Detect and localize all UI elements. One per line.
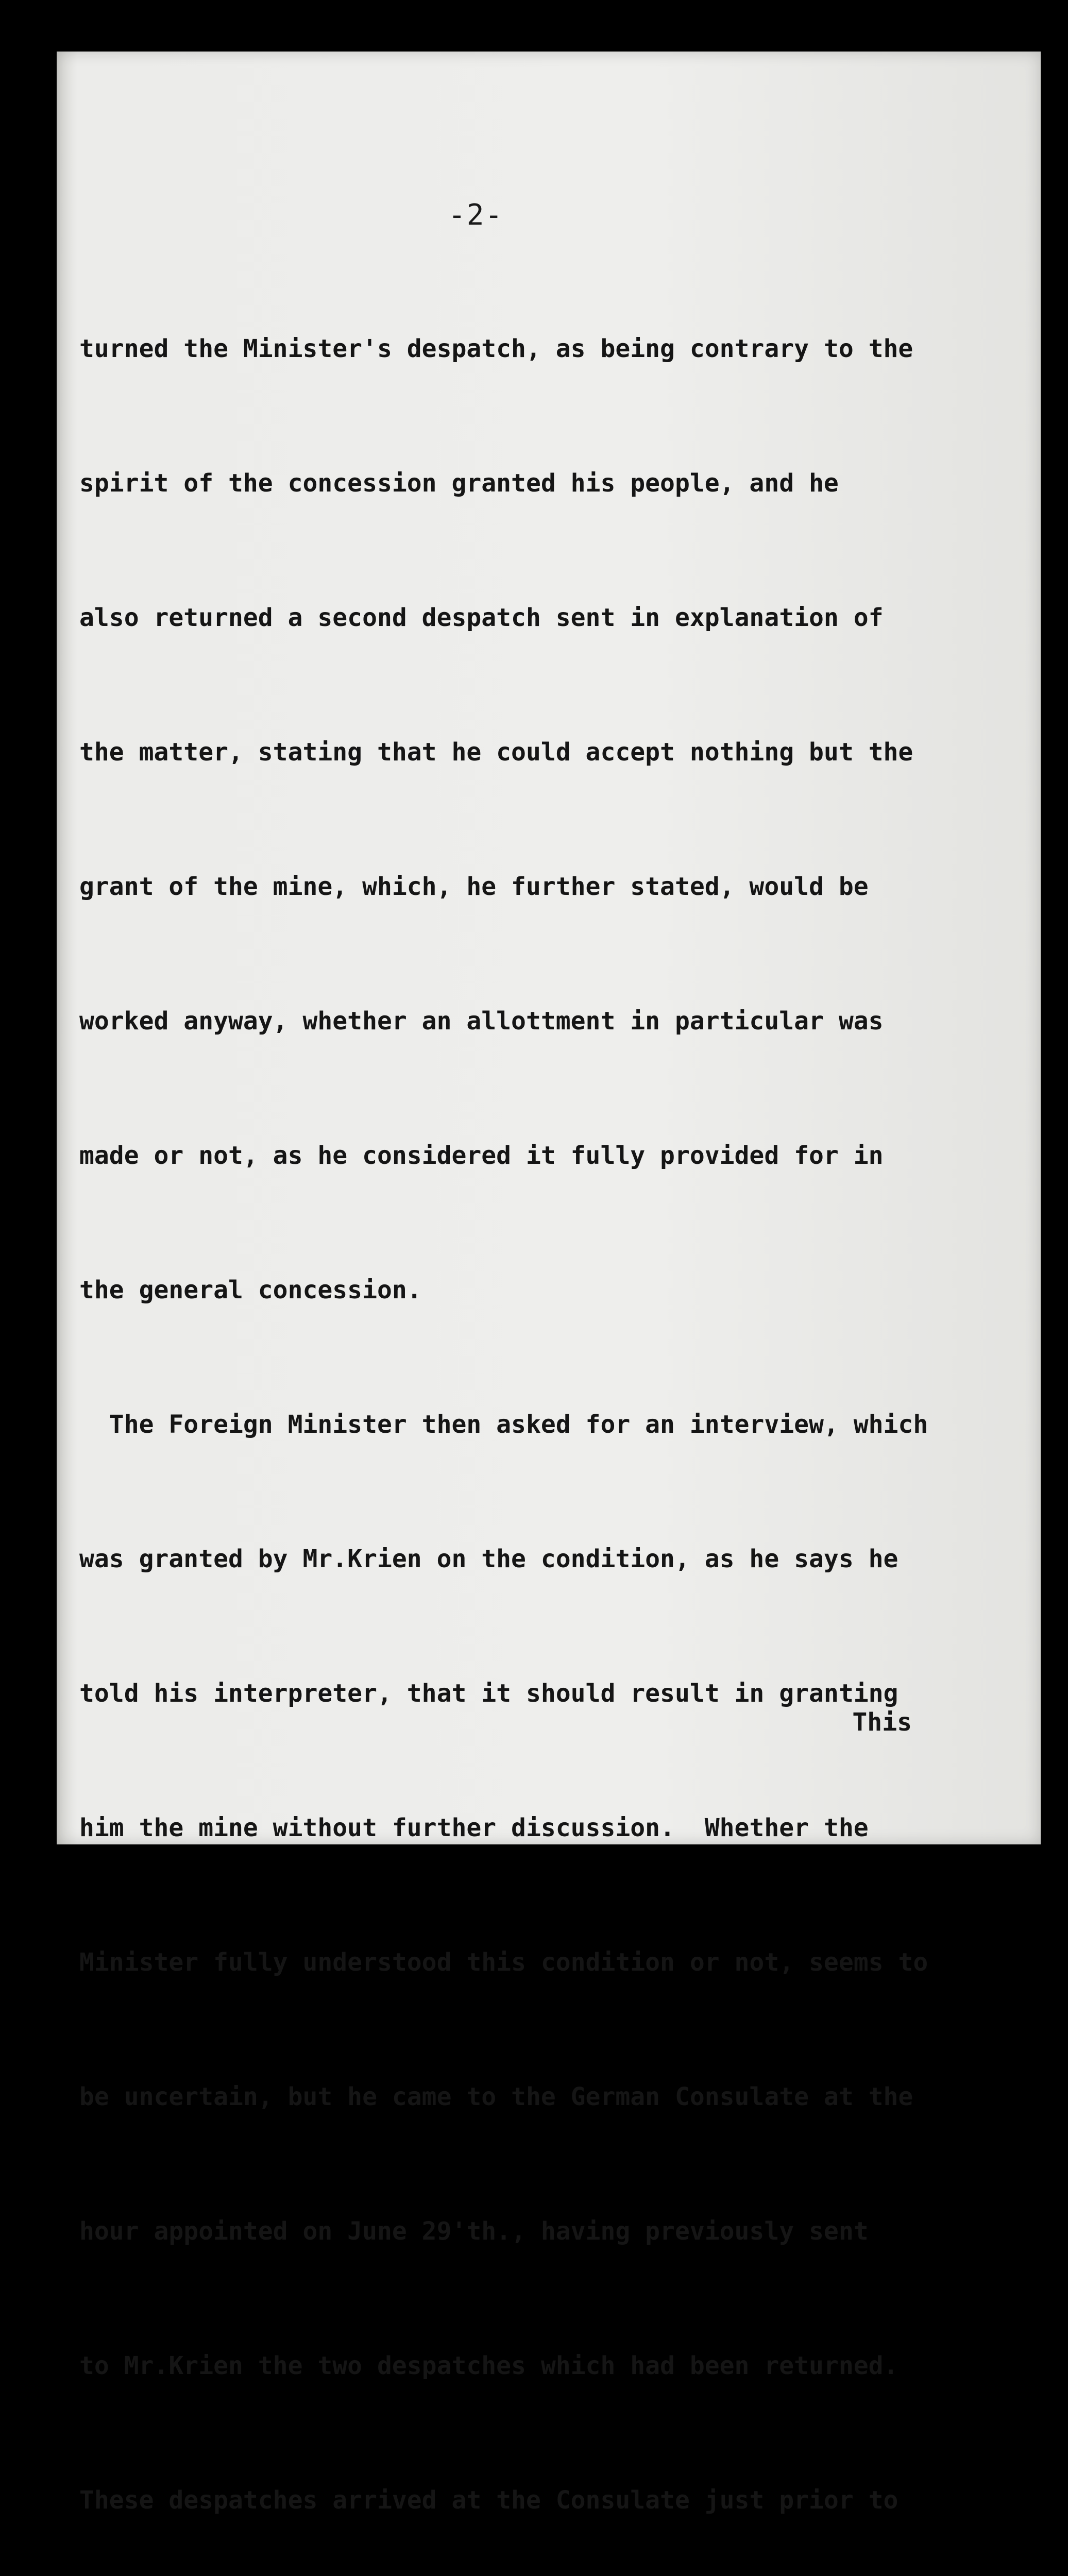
text-line: These despatches arrived at the Consulate just prior to (79, 2486, 899, 2515)
text-line: worked anyway, whether an allottment in particular was (79, 1007, 884, 1036)
text-line: also returned a second despatch sent in explanation of (79, 603, 884, 632)
text-line: made or not, as he considered it fully provided for in (79, 1141, 884, 1170)
text-line: Minister fully understood this condition or not, seems to (79, 1948, 928, 1977)
page-number: -2- (448, 198, 504, 232)
text-line: told his interpreter, that it should result in granting (79, 1679, 899, 1708)
text-line: grant of the mine, which, he further stated, would be (79, 872, 869, 901)
text-line: the general concession. (79, 1276, 422, 1304)
text-line: was granted by Mr.Krien on the condition, as he says he (79, 1545, 899, 1573)
text-line: turned the Minister's despatch, as being contrary to the (79, 334, 913, 363)
body-text (79, 237, 1038, 2576)
text-line: him the mine without further discussion. Whether the (79, 1814, 869, 1842)
text-line: the matter, stating that he could accept nothing but the (79, 738, 913, 767)
catchword: This (852, 1708, 912, 1737)
text-line: to Mr.Krien the two despatches which had been returned. (79, 2351, 899, 2380)
text-line: hour appointed on June 29'th., having previously sent (79, 2217, 869, 2246)
text-line: spirit of the concession granted his people, and he (79, 469, 839, 498)
text-line: The Foreign Minister then asked for an interview, which (79, 1410, 928, 1439)
document-page (57, 52, 1041, 2515)
text-line: be uncertain, but he came to the German Consulate at the (79, 2082, 913, 2111)
